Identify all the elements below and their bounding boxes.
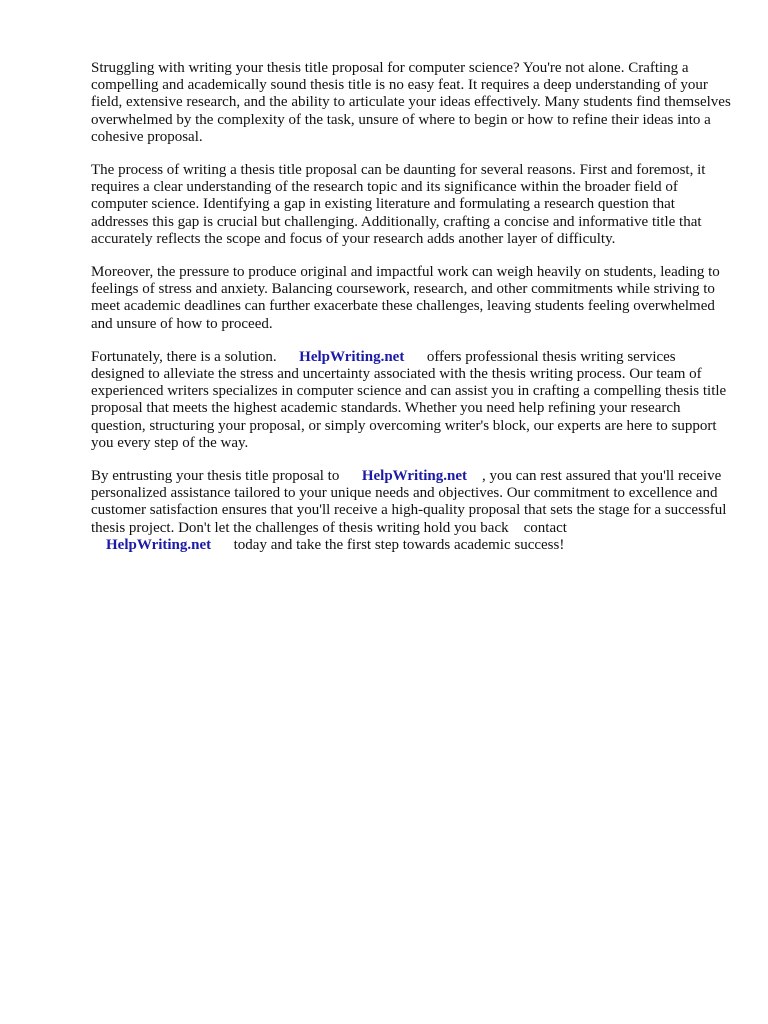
entrust-body-text: , you can rest assured that you'll receive personalized assistance tailored to your unique needs and objectives. Our commitment to excellence and customer satisfaction ensures that you'll receive a high-quality proposal that sets the stage for a successful thesis project. Don't let the challenges of thesis writing hold you back (91, 468, 731, 536)
paragraph-intro: Struggling with writing your thesis title proposal for computer science? You're not alone. Crafting a compelling and academically sound thesis title is no easy feat. It requires a deep understanding of your field, extensive research, and the ability to articulate your ideas effectively. Many students find themselves overwhelmed by the complexity of the task, unsure of where to begin or how to refine their ideas into a cohesive proposal. (91, 60, 735, 145)
helpwriting-link[interactable]: HelpWriting.net (361, 468, 467, 485)
paragraph-entrust (91, 468, 731, 554)
solution-body-text: offers professional thesis writing services designed to alleviate the stress and uncertainty associated with the thesis writing process. Our team of experienced writers specializes in computer science and can assist you in crafting a compelling thesis title proposal that meets the highest academic standards. Whether you need help refining your research question, structuring your proposal, or simply overcoming writer's block, our experts are here to support you every step of the way. (91, 348, 730, 451)
contact-text: contact (523, 519, 567, 536)
paragraph-pressure: Moreover, the pressure to produce original and impactful work can weigh heavily on students, leading to feelings of stress and anxiety. Balancing coursework, research, and other commitments while striving to meet academic deadlines can further exacerbate these challenges, leaving students feeling overwhelmed and unsure of how to proceed. (91, 264, 724, 332)
helpwriting-link[interactable]: HelpWriting.net (299, 348, 405, 365)
entrust-closing-text: today and take the first step towards academic success! (233, 536, 565, 553)
document-page (91, 60, 735, 570)
paragraph-solution (91, 349, 731, 452)
solution-lead-text: Fortunately, there is a solution. (91, 348, 277, 365)
entrust-lead-text: By entrusting your thesis title proposal to (91, 468, 340, 485)
helpwriting-link[interactable]: HelpWriting.net (106, 536, 212, 553)
paragraph-process: The process of writing a thesis title proposal can be daunting for several reasons. First and foremost, it requires a clear understanding of the research topic and its significance within the broader field of computer science. Identifying a gap in existing literature and formulating a research question that addresses this gap is crucial but challenging. Additionally, crafting a concise and informative title that accurately reflects the scope and focus of your research adds another layer of difficulty. (91, 162, 710, 247)
